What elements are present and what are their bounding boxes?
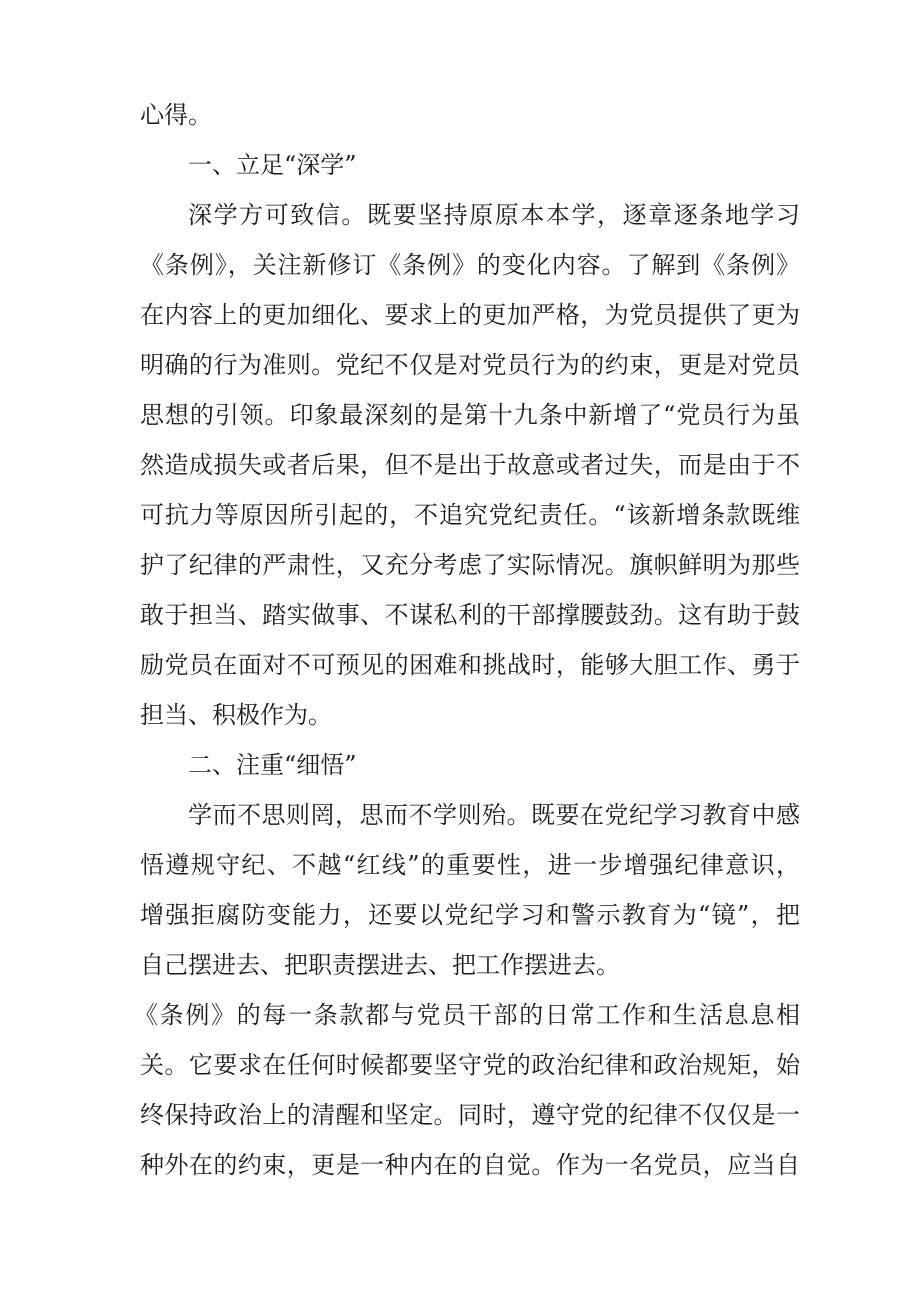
- paragraph-line: 增强拒腐防变能力，还要以党纪学习和警示教育为“镜”，把: [140, 901, 800, 929]
- paragraph-line: 敢于担当、踏实做事、不谋私利的干部撑腰鼓劲。这有助于鼓: [140, 601, 800, 629]
- paragraph-line: 终保持政治上的清醒和坚定。同时，遵守党的纪律不仅仅是一: [140, 1101, 800, 1129]
- paragraph-line: 悟遵规守纪、不越“红线”的重要性，进一步增强纪律意识，: [140, 851, 800, 879]
- paragraph-line: 关。它要求在任何时候都要坚守党的政治纪律和政治规矩，始: [140, 1051, 800, 1079]
- paragraph-line: 励党员在面对不可预见的困难和挑战时，能够大胆工作、勇于: [140, 651, 800, 679]
- section-heading-2: 二、注重“细悟”: [188, 751, 357, 779]
- paragraph-line: 学而不思则罔，思而不学则殆。既要在党纪学习教育中感: [188, 801, 800, 829]
- section-heading-1: 一、立足“深学”: [188, 151, 357, 179]
- paragraph-line: 深学方可致信。既要坚持原原本本学，逐章逐条地学习: [188, 201, 800, 229]
- paragraph-line: 明确的行为准则。党纪不仅是对党员行为的约束，更是对党员: [140, 351, 800, 379]
- paragraph-line: 《条例》的每一条款都与党员干部的日常工作和生活息息相: [134, 1001, 800, 1029]
- paragraph-line: 在内容上的更加细化、要求上的更加严格，为党员提供了更为: [140, 301, 800, 329]
- paragraph-line: 种外在的约束，更是一种内在的自觉。作为一名党员，应当自: [140, 1151, 800, 1179]
- paragraph-line: 思想的引领。印象最深刻的是第十九条中新增了“党员行为虽: [140, 401, 800, 429]
- text-line-tail: 心得。: [140, 101, 212, 129]
- paragraph-line-last: 担当、积极作为。: [140, 701, 332, 729]
- paragraph-line: 然造成损失或者后果，但不是出于故意或者过失，而是由于不: [140, 451, 800, 479]
- paragraph-line: 《条例》，关注新修订《条例》的变化内容。了解到《条例》: [140, 251, 800, 279]
- paragraph-line: 可抗力等原因所引起的，不追究党纪责任。“该新增条款既维: [140, 501, 800, 529]
- paragraph-line-last: 自己摆进去、把职责摆进去、把工作摆进去。: [140, 951, 620, 979]
- paragraph-line: 护了纪律的严肃性，又充分考虑了实际情况。旗帜鲜明为那些: [140, 551, 800, 579]
